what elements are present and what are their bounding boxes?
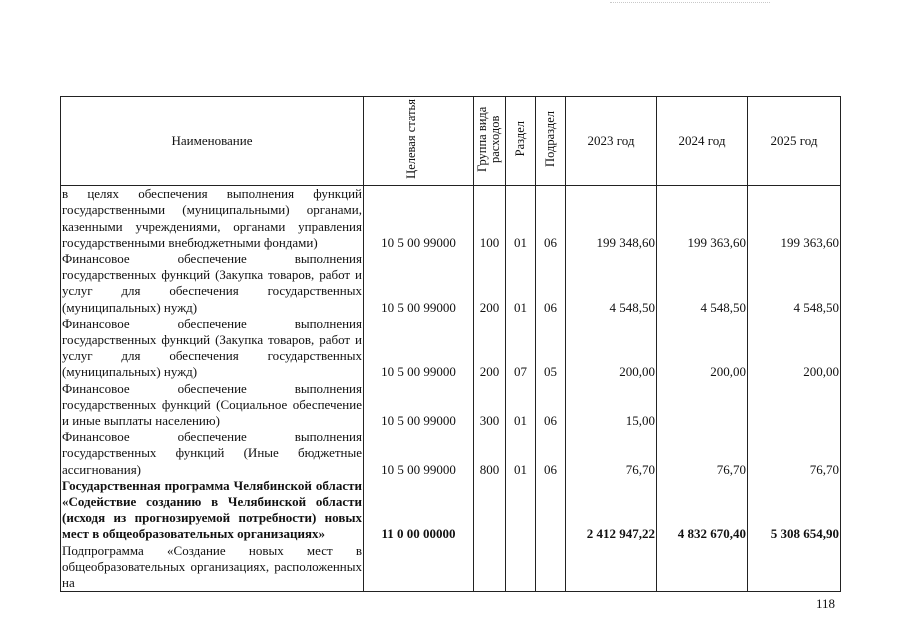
row-value-2023: [566, 543, 657, 592]
row-value-2024: 76,70: [657, 429, 748, 478]
row-section: [506, 543, 536, 592]
header-target-label: Целевая статья: [403, 99, 418, 179]
header-2023: 2023 год: [566, 97, 657, 186]
table-header-row: [61, 97, 841, 186]
row-target-code: 10 5 00 99000: [364, 381, 474, 430]
row-section: 07: [506, 316, 536, 381]
row-section: 01: [506, 429, 536, 478]
table-row: [61, 429, 841, 478]
header-group-label: Группа вида расходов: [474, 106, 502, 172]
header-section-label: Раздел: [513, 121, 527, 157]
row-name: Финансовое обеспечение выполнения государственных функций (Закупка товаров, работ и услуг для обеспечения государственных (муниципальных) нужд): [62, 251, 362, 315]
row-group: 100: [474, 186, 506, 251]
table-body: [61, 186, 841, 592]
header-name: Наименование: [61, 97, 364, 186]
row-subsection: 06: [536, 381, 566, 430]
row-subsection: 06: [536, 429, 566, 478]
row-name: Финансовое обеспечение выполнения государственных функций (Закупка товаров, работ и услуг для обеспечения государственных (муниципальных) нужд): [62, 315, 362, 380]
row-value-2023: 2 412 947,22: [566, 478, 657, 543]
row-value-2025: [748, 381, 841, 430]
row-subsection: [536, 478, 566, 543]
scan-artifact: [610, 2, 770, 4]
header-group: [474, 97, 506, 186]
row-target-code: 10 5 00 99000: [364, 251, 474, 316]
header-subsection-label: Подраздел: [543, 111, 557, 167]
row-value-2023: 199 348,60: [566, 186, 657, 251]
row-value-2023: 15,00: [566, 381, 657, 430]
row-value-2023: 200,00: [566, 316, 657, 381]
row-name: в целях обеспечения выполнения функций государственными (муниципальными) органами, казенными учреждениями, органами управления государственными внебюджетными фондами): [62, 186, 362, 250]
row-target-code: 11 0 00 00000: [364, 478, 474, 543]
header-subsection: [536, 97, 566, 186]
row-value-2024: [657, 381, 748, 430]
row-group: 200: [474, 251, 506, 316]
row-value-2024: [657, 543, 748, 592]
row-target-code: 10 5 00 99000: [364, 186, 474, 251]
row-target-code: [364, 543, 474, 592]
row-value-2023: 76,70: [566, 429, 657, 478]
table-row: [61, 478, 841, 543]
row-section: 01: [506, 381, 536, 430]
row-value-2025: 199 363,60: [748, 186, 841, 251]
row-section: 01: [506, 186, 536, 251]
row-value-2025: 4 548,50: [748, 251, 841, 316]
row-subsection: [536, 543, 566, 592]
row-subsection: 05: [536, 316, 566, 381]
header-2025: 2025 год: [748, 97, 841, 186]
row-name: Государственная программа Челябинской области «Содействие созданию в Челябинской области (исходя из прогнозируемой потребности) новых мест в общеобразовательных организациях»: [62, 477, 362, 542]
row-value-2025: 200,00: [748, 316, 841, 381]
row-name: Финансовое обеспечение выполнения государственных функций (Социальное обеспечение и иные выплаты населению): [62, 380, 362, 429]
row-group: [474, 543, 506, 592]
table-row: [61, 381, 841, 430]
row-group: [474, 478, 506, 543]
table-row: [61, 543, 841, 592]
row-group: 200: [474, 316, 506, 381]
row-target-code: 10 5 00 99000: [364, 316, 474, 381]
row-subsection: 06: [536, 251, 566, 316]
row-group: 300: [474, 381, 506, 430]
row-target-code: 10 5 00 99000: [364, 429, 474, 478]
row-section: [506, 478, 536, 543]
row-value-2024: 199 363,60: [657, 186, 748, 251]
row-name: Подпрограмма «Создание новых мест в общеобразовательных организациях, расположенных на: [62, 542, 362, 591]
page-number: 118: [816, 596, 836, 611]
table-row: [61, 186, 841, 251]
row-section: 01: [506, 251, 536, 316]
row-value-2025: [748, 543, 841, 592]
row-value-2025: 76,70: [748, 429, 841, 478]
row-group: 800: [474, 429, 506, 478]
header-2024: 2024 год: [657, 97, 748, 186]
budget-table: [60, 96, 841, 592]
row-value-2023: 4 548,50: [566, 251, 657, 316]
row-value-2024: 4 832 670,40: [657, 478, 748, 543]
row-name: Финансовое обеспечение выполнения государственных функций (Иные бюджетные ассигнования): [62, 429, 362, 477]
row-value-2024: 4 548,50: [657, 251, 748, 316]
row-value-2024: 200,00: [657, 316, 748, 381]
header-section: [506, 97, 536, 186]
header-target: [364, 97, 474, 186]
table-row: [61, 251, 841, 316]
row-subsection: 06: [536, 186, 566, 251]
table-row: [61, 316, 841, 381]
row-value-2025: 5 308 654,90: [748, 478, 841, 543]
